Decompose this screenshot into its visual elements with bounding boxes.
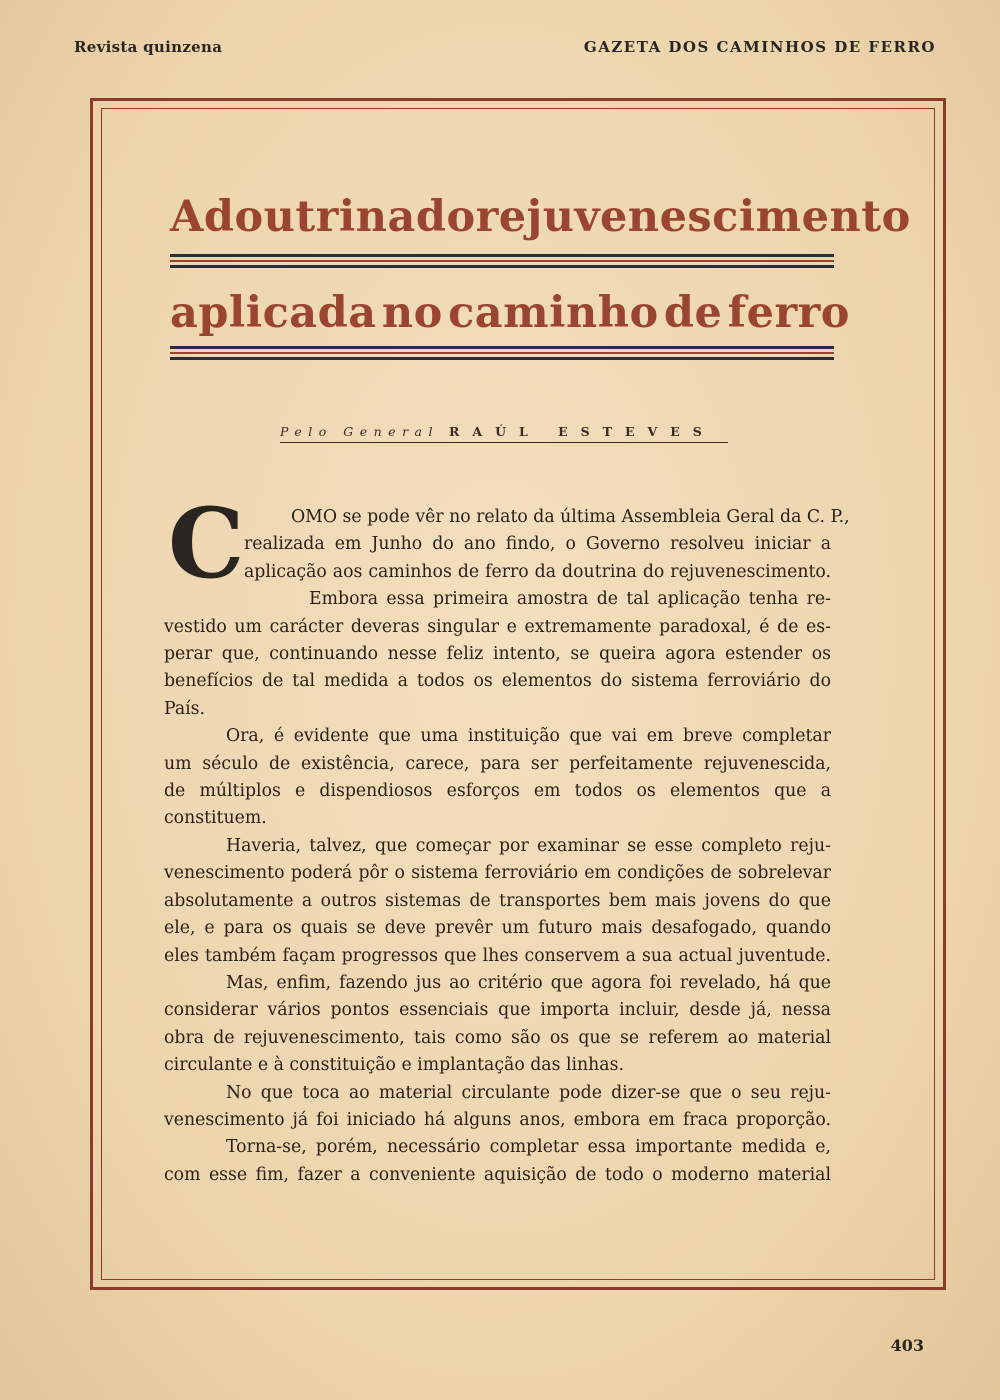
body-line: ele, e para os quais se deve prevêr um futuro mais desafogado, quando bbox=[164, 918, 831, 939]
body-line: realizada em Junho do ano findo, o Governo resolveu iniciar a bbox=[244, 534, 831, 555]
body-line: Embora essa primeira amostra de tal aplicação tenha re- bbox=[309, 589, 831, 610]
body-line: aplicação aos caminhos de ferro da doutrina do rejuvenescimento. bbox=[244, 561, 831, 582]
body-line: benefícios de tal medida a todos os elementos do sistema ferroviário do bbox=[164, 671, 831, 692]
body-line: Haveria, talvez, que começar por examinar se esse completo reju- bbox=[226, 835, 831, 856]
body-line: circulante e à constituição e implantação das linhas. bbox=[164, 1055, 624, 1076]
body-line: vestido um carácter deveras singular e extremamente paradoxal, é de es- bbox=[164, 616, 831, 637]
body-line: OMO se pode vêr no relato da última Assembleia Geral da C. P., bbox=[291, 507, 850, 527]
article-title-line-1 bbox=[170, 192, 911, 242]
body-line: Ora, é evidente que uma instituição que vai em breve completar bbox=[226, 726, 831, 747]
running-header-left: Revista quinzena bbox=[74, 38, 223, 56]
title-word: de bbox=[663, 288, 723, 338]
title-word: rejuvenescimento bbox=[475, 192, 911, 242]
body-line: eles também façam progressos que lhes conservem a sua actual juventude. bbox=[164, 945, 831, 966]
title-word: ferro bbox=[727, 288, 850, 338]
body-line: um século de existência, carece, para ser perfeitamente rejuvenescida, bbox=[164, 753, 831, 774]
body-line: Torna-se, porém, necessário completar essa importante medida e, bbox=[226, 1137, 831, 1158]
body-line: venescimento já foi iniciado há alguns anos, embora em fraca proporção. bbox=[164, 1109, 831, 1130]
running-header-right: GAZETA DOS CAMINHOS DE FERRO bbox=[583, 38, 936, 56]
body-line: constituem. bbox=[164, 808, 267, 829]
title-word: caminho bbox=[448, 288, 659, 338]
byline-prefix: Pelo General bbox=[280, 424, 439, 439]
title-word: doutrina bbox=[203, 192, 416, 242]
title-rule-dark bbox=[170, 346, 834, 349]
drop-cap: C bbox=[168, 487, 245, 600]
body-line: com esse fim, fazer a conveniente aquisição de todo o moderno material bbox=[164, 1164, 831, 1185]
body-line: País. bbox=[164, 698, 206, 719]
title-rule-dark bbox=[170, 357, 834, 360]
body-line: considerar vários pontos essenciais que importa incluir, desde já, nessa bbox=[164, 1000, 831, 1021]
body-line: Mas, enfim, fazendo jus ao critério que agora foi revelado, há que bbox=[226, 972, 831, 993]
title-rule-dark bbox=[170, 265, 834, 268]
title-word: do bbox=[415, 192, 476, 242]
title-word: aplicada bbox=[170, 288, 377, 338]
body-line: de múltiplos e dispendiosos esforços em todos os elementos que a bbox=[164, 781, 831, 802]
title-word: A bbox=[170, 192, 204, 242]
body-line: venescimento poderá pôr o sistema ferroviário em condições de sobrelevar bbox=[164, 863, 831, 884]
byline bbox=[280, 424, 728, 443]
body-line: obra de rejuvenescimento, tais como são os que se referem ao material bbox=[164, 1027, 831, 1048]
title-rule-dark bbox=[170, 254, 834, 257]
title-rule-red bbox=[170, 260, 834, 262]
body-line: No que toca ao material circulante pode dizer-se que o seu reju- bbox=[226, 1082, 831, 1103]
page-number: 403 bbox=[890, 1336, 924, 1355]
body-line: absolutamente a outros sistemas de transportes bem mais jovens do que bbox=[164, 890, 831, 911]
title-rule-red bbox=[170, 352, 834, 354]
article-body bbox=[164, 504, 850, 1189]
body-line: perar que, continuando nesse feliz intento, se queira agora estender os bbox=[164, 644, 831, 665]
article-title-line-2 bbox=[170, 288, 850, 338]
author-name: RAÚL ESTEVES bbox=[449, 424, 715, 439]
title-word: no bbox=[381, 288, 443, 338]
